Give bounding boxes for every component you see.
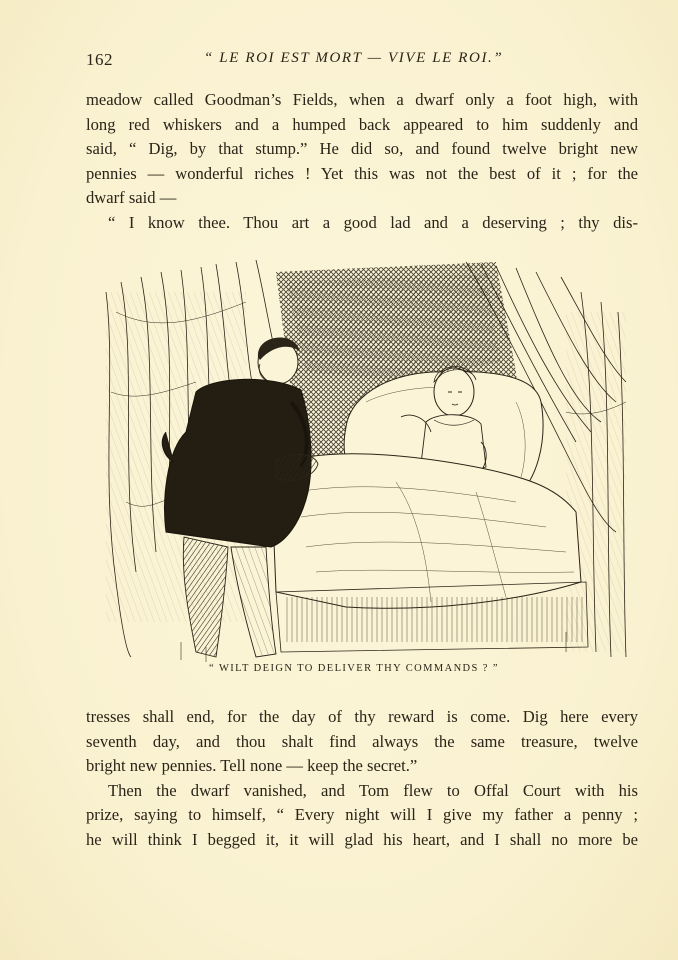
text-line: pennies — wonderful riches ! Yet this was not the best of it ; for the	[86, 163, 638, 183]
engraving-illustration	[96, 252, 636, 662]
bed-covers	[271, 454, 581, 608]
paragraph-quote-start	[86, 211, 638, 236]
text-line: prize, saying to himself, “ Every night will I give my father a penny ;	[86, 805, 638, 824]
paragraph-top	[86, 88, 638, 211]
text-line: Then the dwarf vanished, and Tom flew to Offal Court with his	[108, 780, 638, 800]
running-head-title: “ LE ROI EST MORT — VIVE LE ROI.”	[204, 50, 504, 66]
paragraph-last	[86, 779, 638, 853]
page-number: 162	[86, 50, 113, 69]
text-line: dwarf said —	[86, 188, 177, 207]
paragraph-quote-end	[86, 705, 638, 779]
text-line: long red whiskers and a humped back appeared to him suddenly and	[86, 114, 638, 134]
bed-frame	[286, 597, 586, 642]
text-line: said, “ Dig, by that stump.” He did so, and found twelve bright new	[86, 139, 638, 158]
text-line: tresses shall end, for the day of thy reward is come. Dig here every	[86, 707, 638, 726]
tom-legs	[183, 537, 228, 657]
text-block-top	[86, 88, 638, 235]
running-head	[86, 50, 638, 72]
text-line: bright new pennies. Tell none — keep the secret.”	[86, 756, 418, 775]
illustration-caption: “ WILT DEIGN TO DELIVER THY COMMANDS ? ”	[209, 663, 499, 674]
text-line: meadow called Goodman’s Fields, when a dwarf only a foot high, with	[86, 90, 638, 109]
text-line: he will think I begged it, it will glad his heart, and I shall no more be	[86, 829, 638, 849]
text-line: “ I know thee. Thou art a good lad and a deserving ; thy dis-	[108, 212, 638, 232]
text-block-bottom	[86, 705, 638, 852]
text-line: seventh day, and thou shalt find always the same treasure, twelve	[86, 731, 638, 751]
